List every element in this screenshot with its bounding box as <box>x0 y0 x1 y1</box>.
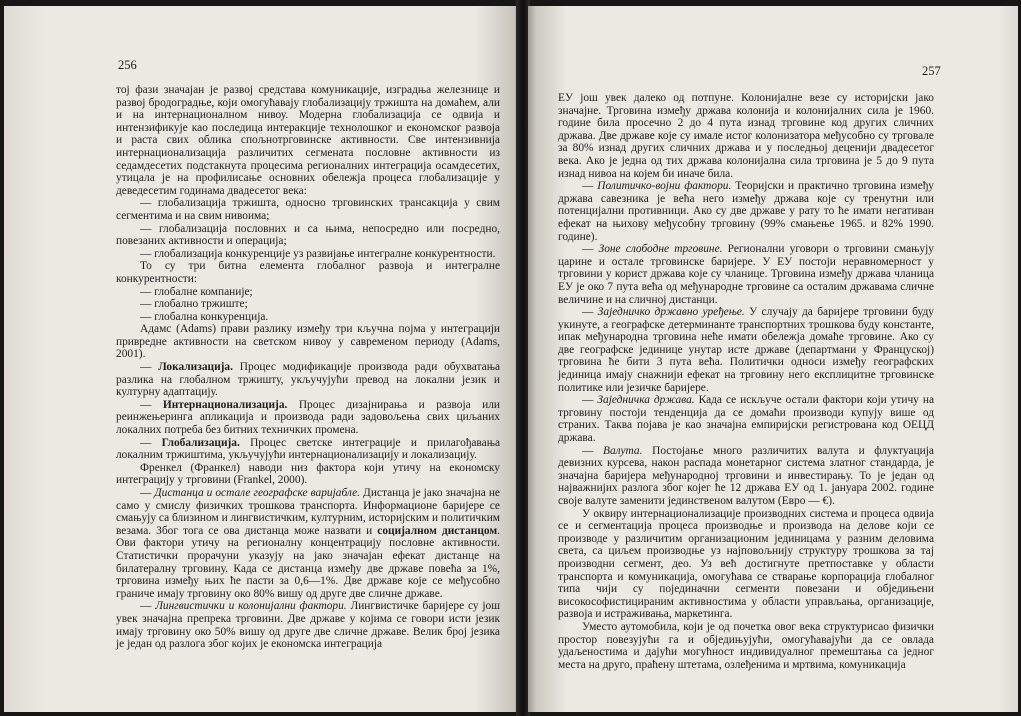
paragraph <box>558 445 934 508</box>
paragraph <box>116 286 500 299</box>
paragraph-text: — <box>582 306 598 319</box>
paragraph-text: — глобална конкуренција. <box>140 310 269 323</box>
paragraph-text: — глобализација пословних и са њима, непосредно или посредно, повезаних активности и операција; <box>116 222 500 248</box>
paragraph-text: Када се искључе остали фактори који утичу на трговину постоји тенденција да се домаћи производи купују више од страних. Таква појава је као значајна емпиријски регистрована код ОЕЦД држава. <box>558 394 935 445</box>
paragraph-text: У оквиру интернационализације производних система и процеса одвија се и сегментација процеса производње и производа на делове који се производе у различитим организационим јединицама у разним деловима света, са циљем производње уз најповољнију структуру трошкова за тај производни сегмент, део. Уз већ достигнуте претпоставке у области транспорта и комуникација, омогућава се стварање корпорација глобалног типа чији су појединачни сегменти повезани и обједињени високософистицираним активностима у области управљања, организације, развоја и истраживања, маркетинга. <box>558 507 934 621</box>
bold-term: Интернационализација. <box>162 398 288 411</box>
paragraph <box>558 92 934 180</box>
right-page-body <box>558 92 934 671</box>
italic-term: Заједничко државно уређење. <box>597 306 745 319</box>
italic-term: Зоне слободне трговине. <box>598 243 723 256</box>
bold-term: Локализација. <box>158 361 233 374</box>
paragraph-text: Процес светске интеграције и прилагођавања локалним тржиштима, укључујући интернационализацију и локализацију. <box>116 436 500 462</box>
paragraph <box>116 223 500 248</box>
paragraph <box>116 260 500 285</box>
paragraph-text: ЕУ још увек далеко од потпуне. Колонијалне везе су историјски јако значајне. Трговина између држава колонија и колонијалних сила је 1960. године била просечно 2 до 4 пута изнад трговине код других сличних држава. Две државе које су имале истог колонизатора међусобно су трговале за 80% изнад других сличних држава и у последњој деценији двадесетог века. Ако је једна од тих држава колонијална сила трговина је 5 до 9 пута изнад нивоа на којем би иначе била. <box>558 92 934 180</box>
paragraph <box>558 621 934 671</box>
paragraph <box>116 437 500 462</box>
paragraph-text: — глобализација конкуренције уз развијање интегралне конкурентности. <box>140 247 496 260</box>
paragraph <box>116 462 500 487</box>
page-number-right: 257 <box>922 64 941 78</box>
paragraph-text: Процес дизајнирања и развоја или реинжењеринга апликација и производа ради задовољења свих циљаних локалних потреба без битних техничких промена. <box>116 398 500 437</box>
paragraph-text: Регионални уговори о трговини смањују царине и остале трговинске баријере. У ЕУ постоји неравномерност у трговини у корист држава које су чланице. Трговина између држава чланица ЕУ је око 7 пута већа од међународне трговине са осталим државама сличне величине и на сличној дистанци. <box>558 243 934 306</box>
paragraph-text: — глобалне компаније; <box>140 285 253 298</box>
paragraph <box>558 394 934 444</box>
paragraph <box>558 508 934 621</box>
paragraph <box>116 600 500 650</box>
paragraph-text: То су три битна елемента глобалног развоја и интегралне конкурентности: <box>116 260 500 285</box>
italic-term: Заједничка држава. <box>597 394 695 407</box>
paragraph <box>116 248 500 261</box>
paragraph <box>116 361 500 399</box>
paragraph-text: . Ови фактори утичу на регионалну концентрацију пословне активности. Статистички прорачуни указују на јако значајан ефекат дистанце на билатералну трговину. Када се дистанца између две државе повећа за 1%, трговина између њих ће пасти за 0,6—1%. Две државе које се међусобно граниче имају трговину око 80% вишу од друге две сличне државе. <box>116 524 500 600</box>
paragraph <box>558 243 934 306</box>
paragraph <box>116 399 500 437</box>
italic-term: Дистанца и остале географске варијабле. <box>154 487 361 499</box>
paragraph <box>116 197 500 222</box>
paragraph-text: У случају да баријере трговини буду укинуте, а географске детерминанте транспортних трошкова буду константе, ипак међународна трговина неће имати обележја домаће трговине. Ако су две географске јединице унутар исте државе (департмани у Француској) трговина ће бити 3 пута већа. Политички односи између географских јединица имају снажнији ефекат на трговину него експлицитне трговинске политике или језичке баријере. <box>558 306 934 394</box>
paragraph-text: — <box>582 444 604 457</box>
left-page <box>4 6 518 712</box>
italic-term: Политичко-војни фактори. <box>597 180 732 193</box>
paragraph <box>116 487 500 600</box>
paragraph-text: — <box>582 243 599 256</box>
left-page-body <box>116 84 500 651</box>
italic-term: Лингвистички и колонијални фактори. <box>155 600 347 613</box>
bold-term: Глобализација. <box>161 436 240 449</box>
paragraph-text: Теоријски и практично трговина између држава савезника је већа него између држава које су тренутни или потенцијални противници. Ако су две државе у рату то ће имати негативан ефекат на њихову међусобну трговину (99% смањење 1965. и 82% 1990. године). <box>558 180 934 243</box>
paragraph-text: — <box>140 361 159 374</box>
paragraph-text: Лингвистичке баријере су још увек значајна препрека трговини. Две државе у којима се говори исти језик имају трговину око 50% вишу од друге две сличне државе. Велик број језика је један од разлога због којих је економска интеграција <box>116 600 500 651</box>
paragraph-text: — глобално тржиште; <box>140 298 248 311</box>
paragraph-text: — <box>140 398 163 411</box>
paragraph <box>558 306 934 394</box>
paragraph-text: — <box>582 394 598 407</box>
paragraph <box>558 180 934 243</box>
paragraph-text: тој фази значајан је развој средстава комуникације, изградња железнице и развој бродоградње, који омогућавају глобализацију тржишта на домаћем, али и на интернационалном нивоу. Модерна глобализација се одвија и интензификује као последица интеракције технолошког и економског развоја и раста свих облика спољнотрговинске активности. Све интензивнија интернационализација различитих сегмената пословне активности из седамдесетих подстакнута процесима регионалних интеграција осамдесетих, утицала је на профилисање основних обележја процеса глобализације у деведесетим годинама двадесетог века: <box>116 84 500 197</box>
paragraph-text: — <box>582 180 598 193</box>
paragraph-text: Уместо аутомобила, који је од почетка овог века структурисао физички простор повезујући га и обједињујући, омогућавајући да се овлада удаљеностима и дајући могућност индивидуалног премештања са једног места на друго, праћену штетама, озлеђенима и мртвима, комуникација <box>558 620 934 671</box>
paragraph <box>116 298 500 311</box>
paragraph-text: — <box>140 487 155 499</box>
paragraph-text: — <box>140 600 156 613</box>
paragraph-text: Дистанца је јако значајна не само у смислу физичких трошкова транспорта. Информационе баријере се смањују са близином и лингвистичким, културним, историјским и политичким везама. Због тога се ова дистанца може назвати и <box>116 487 500 537</box>
right-page <box>528 6 1018 712</box>
paragraph-text: Постојање много различитих валута и флуктуација девизних курсева, након распада монетарног система златног стандарда, је значајна баријера међународној трговини и инвестирању. То је један од најважнијих разлога због којег ће 12 држава ЕУ од 1. јануара 2002. године своје валуте заменити јединственом валутом (Евро — €). <box>558 444 934 507</box>
paragraph <box>116 323 500 361</box>
paragraph-text: Процес модификације производа ради обухватања разлика на глобалном тржишту, укључујући превод на локални језик и културну адаптацију. <box>116 361 500 399</box>
paragraph <box>116 84 500 197</box>
paragraph <box>116 311 500 324</box>
paragraph-text: Адамс (Adams) прави разлику између три кључна појма у интеграцији привредне активности на светском нивоу у савременом периоду (Adams, 2001). <box>116 323 500 361</box>
italic-term: Валута. <box>603 444 643 457</box>
bold-term: социјалном дистанцом <box>377 524 498 537</box>
paragraph-text: — глобализација тржишта, односно трговинских трансакција у свим сегментима и на свим нивоима; <box>116 197 500 222</box>
paragraph-text: Френкел (Франкел) наводи низ фактора који утичу на економску интеграцију у трговини (Frankel, 2000). <box>116 461 500 487</box>
page-number-left: 256 <box>118 58 137 72</box>
paragraph-text: — <box>140 436 162 449</box>
